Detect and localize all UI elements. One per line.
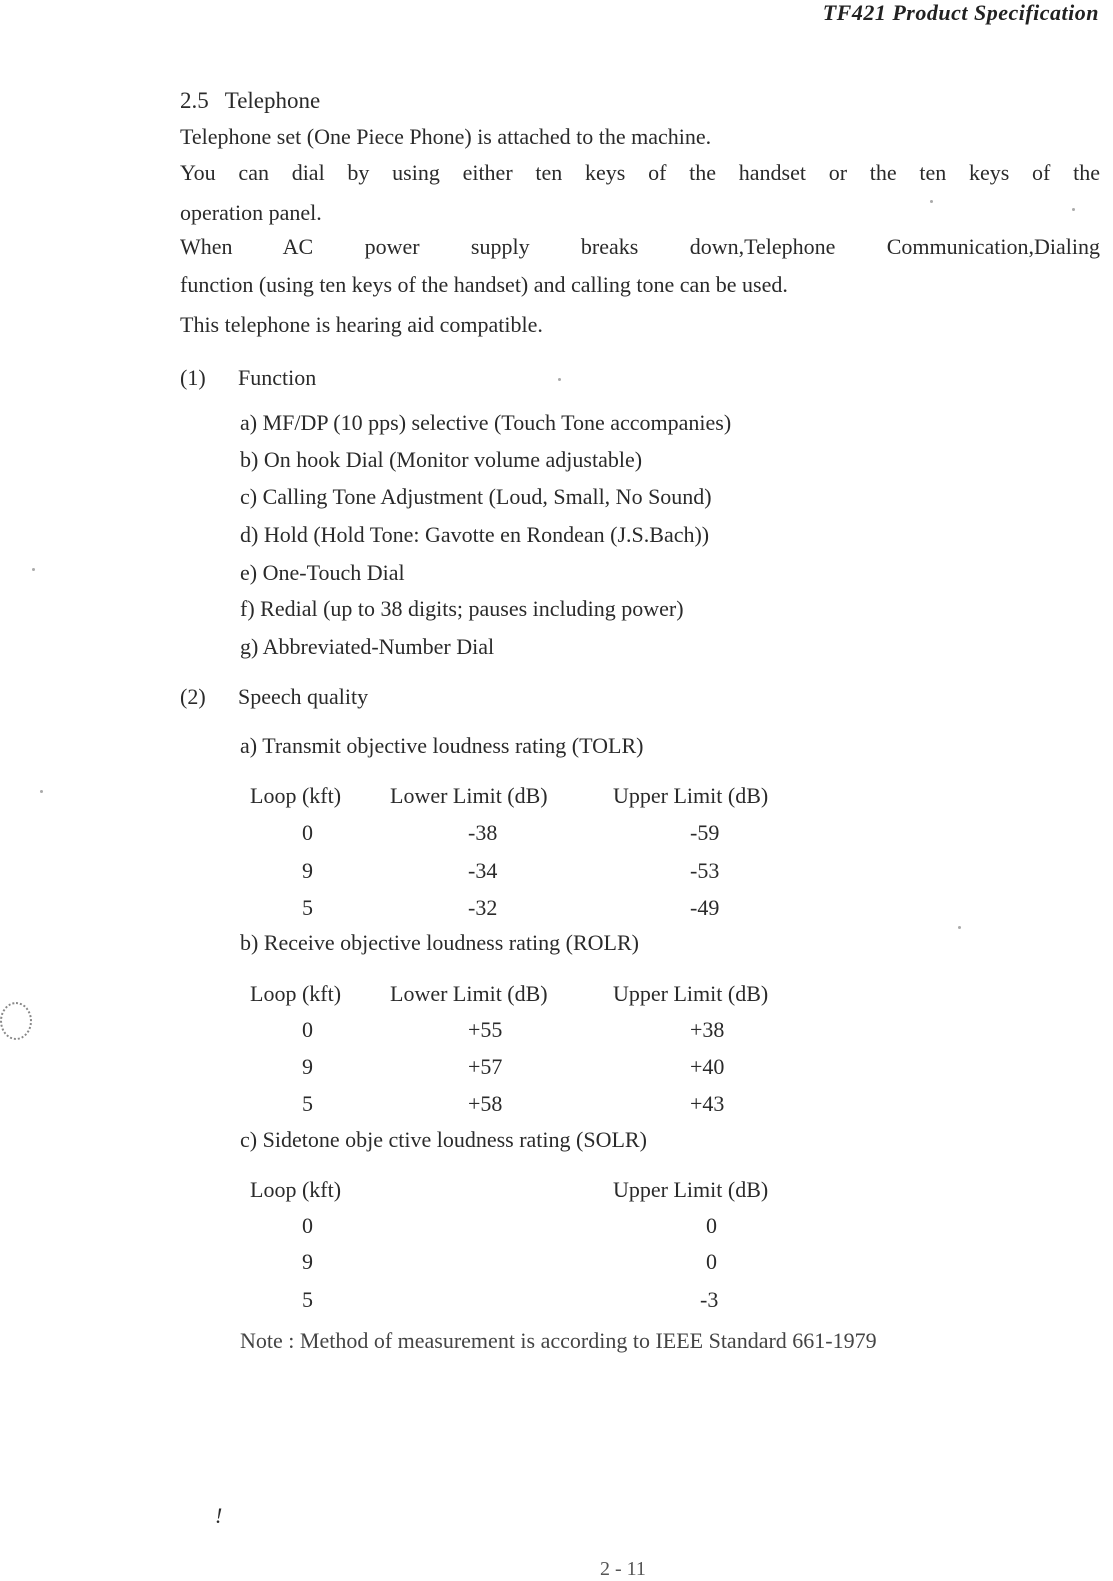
table-cell: 0 [302,820,313,845]
table-cell: 9 [302,1054,313,1079]
scan-speck [958,926,961,929]
table-header: Upper Limit (dB) [613,783,769,808]
function-item: a) MF/DP (10 pps) selective (Touch Tone accompanies) [240,410,732,435]
scan-mark: ! [215,1503,223,1528]
intro-line: Telephone set (One Piece Phone) is attached to the machine. [180,124,712,149]
table-header: Loop (kft) [250,981,342,1006]
function-item: f) Redial (up to 38 digits; pauses including power) [240,596,684,621]
table-cell: -3 [700,1287,719,1312]
table-cell: +55 [468,1017,503,1042]
table-cell: +43 [690,1091,725,1116]
table-header: Upper Limit (dB) [613,1177,769,1202]
tolr-title: a) Transmit objective loudness rating (TOLR) [240,733,644,758]
speech-title: Speech quality [238,684,369,709]
function-title: Function [238,365,317,390]
table-cell: 5 [302,1091,313,1116]
table-cell: -53 [690,858,720,883]
table-header: Lower Limit (dB) [390,783,548,808]
intro-line: This telephone is hearing aid compatible. [180,312,543,337]
intro-line: You can dial by using either ten keys of the handset or the ten keys of the [180,160,1100,185]
table-cell: -59 [690,820,720,845]
function-item: e) One-Touch Dial [240,560,405,585]
table-cell: 0 [302,1213,313,1238]
intro-line: operation panel. [180,200,322,225]
solr-title: c) Sidetone obje ctive loudness rating (SOLR) [240,1127,647,1152]
speech-index: (2) [180,684,206,709]
function-item: c) Calling Tone Adjustment (Loud, Small, No Sound) [240,484,712,509]
table-cell: 9 [302,1249,313,1274]
table-cell: +40 [690,1054,725,1079]
page-number: 2 - 11 [600,1558,646,1580]
table-header: Loop (kft) [250,1177,342,1202]
intro-line: When AC power supply breaks down,Telephone Communication,Dialing [180,234,1100,259]
function-heading [180,365,316,391]
table-cell: 0 [706,1249,717,1274]
section-title [180,88,320,114]
function-item: b) On hook Dial (Monitor volume adjustable) [240,447,643,472]
table-cell: 0 [302,1017,313,1042]
table-cell: 5 [302,1287,313,1312]
table-cell: +58 [468,1091,503,1116]
table-header: Upper Limit (dB) [613,981,769,1006]
table-header: Loop (kft) [250,783,342,808]
section-number: 2.5 [180,88,209,113]
table-cell: -49 [690,895,720,920]
function-index: (1) [180,365,206,390]
table-cell: 9 [302,858,313,883]
table-header: Lower Limit (dB) [390,981,548,1006]
table-cell: +38 [690,1017,725,1042]
scan-speck [930,200,933,203]
rolr-title: b) Receive objective loudness rating (ROLR) [240,930,639,955]
scan-speck [1072,208,1075,211]
function-item: d) Hold (Hold Tone: Gavotte en Rondean (J.S.Bach)) [240,522,710,547]
speech-heading [180,684,368,710]
intro-line: function (using ten keys of the handset) and calling tone can be used. [180,272,788,297]
scan-speck [558,378,561,381]
scan-speck [32,568,35,571]
table-cell: 0 [706,1213,717,1238]
table-cell: -34 [468,858,498,883]
document-header: TF421 Product Specification [822,0,1099,25]
table-cell: 5 [302,895,313,920]
measurement-note: Note : Method of measurement is according to IEEE Standard 661-1979 [240,1328,877,1353]
table-cell: -38 [468,820,498,845]
table-cell: +57 [468,1054,503,1079]
function-item: g) Abbreviated-Number Dial [240,634,495,659]
table-cell: -32 [468,895,498,920]
scan-speck [40,790,43,793]
binder-hole-mark [0,1002,32,1040]
section-heading: Telephone [224,88,321,113]
